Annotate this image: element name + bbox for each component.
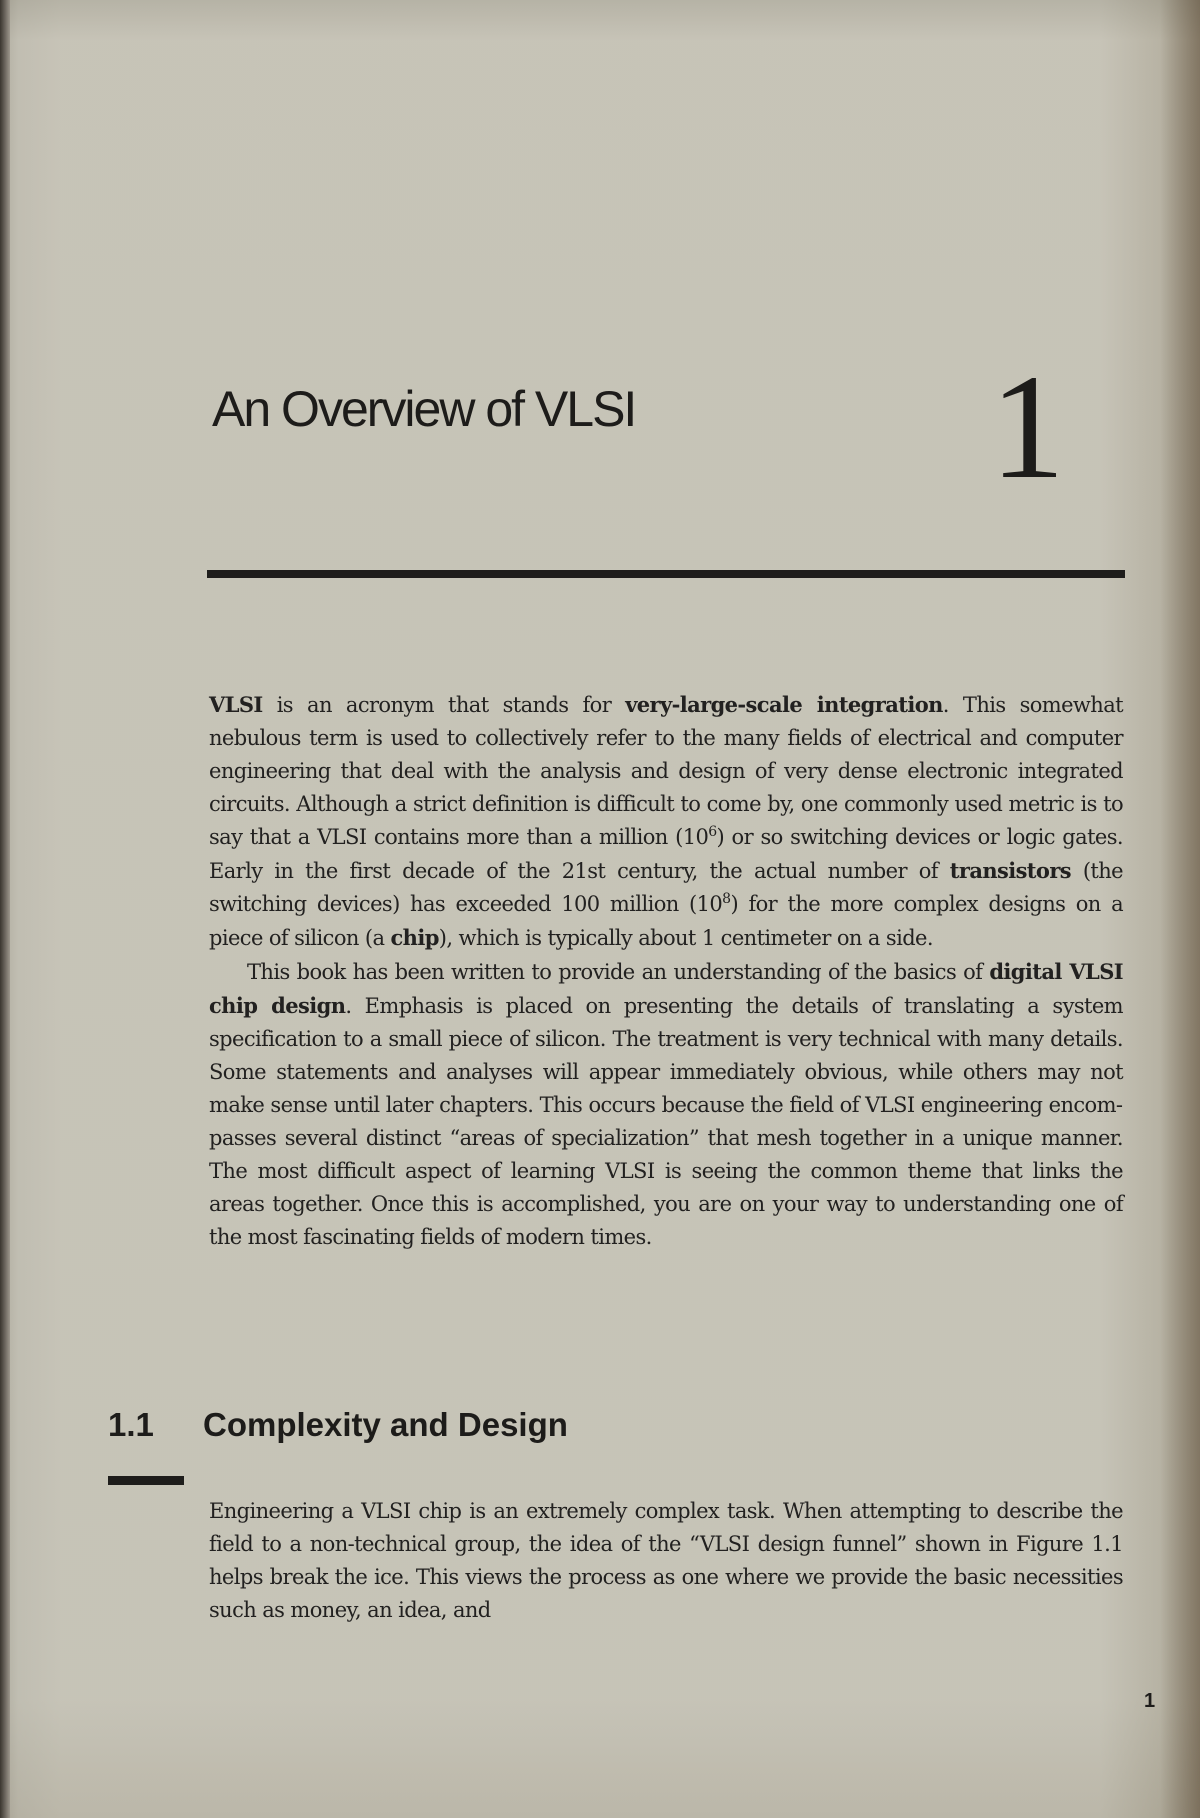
term-digital-vlsi-chip-design: digital VLSI chip design — [209, 959, 1123, 1018]
section-text — [209, 1495, 1123, 1627]
text-run: ) or so switching devices or logic gates. Early in the first decade of the 21st century, the actual number of — [209, 825, 1123, 883]
book-spine — [0, 0, 10, 1818]
section-bar — [108, 1476, 184, 1485]
chapter-title: An Overview of VLSI — [212, 381, 636, 437]
text-run: This book has been written to provide an understanding of the basics of — [247, 960, 990, 984]
section-title: Complexity and Design — [203, 1406, 568, 1443]
exponent: 6 — [708, 824, 717, 840]
section-heading — [108, 1406, 568, 1444]
intro-paragraph-2 — [209, 955, 1123, 1254]
intro-paragraph-1 — [209, 688, 1123, 955]
text-run: ), which is typically about 1 centimeter on a side. — [438, 926, 933, 950]
term-vlsi: VLSI — [209, 692, 263, 717]
text-run: . Emphasis is placed on presenting the details of translating a system specification to a small piece of silicon. The treatment is very technical with many details. Some statements and analyses will appear immediately obvious, while others may not make sense until later chapters. This occurs because the field of VLSI engineering encompasses several distinct “areas of specialization” that mesh together in a unique manner. The most difficult aspect of learning VLSI is seeing the common theme that links the areas together. Once this is accomplished, you are on your way to understanding one of the most fascinating fields of modern times. — [209, 994, 1123, 1249]
chapter-number: 1 — [990, 344, 1065, 510]
section-paragraph-1: Engineering a VLSI chip is an extremely complex task. When attempting to describe the field to a non-technical group, the idea of the “VLSI design funnel” shown in Figure 1.1 helps break the ice. This views the process as one where we provide the basic necessities such as money, an idea, and — [209, 1499, 1123, 1622]
chapter-rule — [207, 570, 1125, 578]
text-run: ) for the more complex designs on a piece of silicon (a — [209, 892, 1123, 950]
term-chip: chip — [390, 925, 439, 950]
section-number: 1.1 — [108, 1406, 154, 1443]
text-run: (the switching devices) has exceeded 100 million (10 — [209, 859, 1124, 916]
page-number: 1 — [1144, 1690, 1156, 1712]
term-very-large-scale-integration: very-large-scale integration — [625, 692, 943, 717]
page-edge-shadow — [1160, 0, 1200, 1818]
intro-text — [209, 688, 1123, 1254]
text-run: is an acronym that stands for — [262, 693, 626, 717]
exponent: 8 — [722, 891, 731, 907]
text-run: . This somewhat nebulous term is used to collectively refer to the many fields of electrical and computer engineering that deal with the analysis and design of very dense electronic integrated circuits. Although a strict definition is difficult to come by, one commonly used metric is to say that a VLSI contains more than a million (10 — [209, 693, 1123, 849]
term-transistors: transistors — [949, 858, 1072, 883]
